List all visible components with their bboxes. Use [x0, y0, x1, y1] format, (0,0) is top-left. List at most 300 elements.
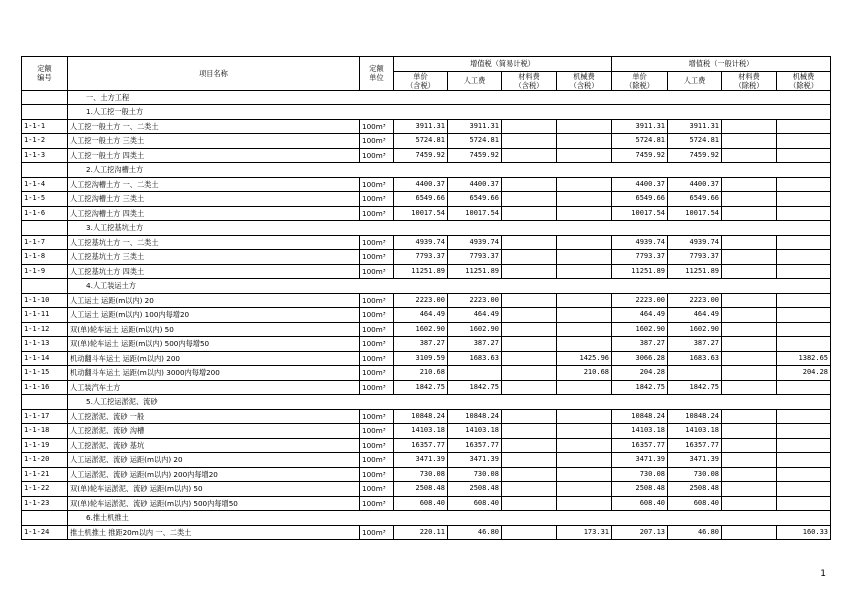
- item-unit: 100m³: [360, 482, 394, 497]
- value-cell: [777, 308, 831, 323]
- table-row: [22, 380, 831, 395]
- value-cell: 6549.66: [668, 192, 722, 207]
- value-cell: 3911.31: [612, 119, 668, 134]
- value-cell: 1683.63: [448, 351, 502, 366]
- value-cell: 387.27: [448, 337, 502, 352]
- value-cell: [502, 351, 557, 366]
- value-cell: 4400.37: [394, 177, 448, 192]
- value-cell: [722, 264, 777, 279]
- value-cell: [557, 453, 612, 468]
- section-title: 一、土方工程: [68, 90, 831, 105]
- table-row: [22, 192, 831, 207]
- item-unit: 100m³: [360, 134, 394, 149]
- value-cell: 464.49: [448, 308, 502, 323]
- item-unit: 100m³: [360, 192, 394, 207]
- group-title: 4.人工装运土方: [68, 279, 831, 294]
- item-unit: 100m³: [360, 235, 394, 250]
- quota-table: [21, 56, 831, 540]
- item-unit: 100m³: [360, 119, 394, 134]
- item-name: 人工挖基坑土方 一、二类土: [68, 235, 360, 250]
- value-cell: 160.33: [777, 525, 831, 540]
- value-cell: [777, 467, 831, 482]
- value-cell: [722, 409, 777, 424]
- table-row: [22, 496, 831, 511]
- value-cell: 4400.37: [668, 177, 722, 192]
- item-code: 1-1-9: [22, 264, 68, 279]
- item-unit: 100m³: [360, 351, 394, 366]
- value-cell: [557, 380, 612, 395]
- value-cell: [722, 525, 777, 540]
- group-row: [22, 221, 831, 236]
- value-cell: [502, 453, 557, 468]
- item-name: 人工挖一般土方 四类土: [68, 148, 360, 163]
- item-code: 1-1-12: [22, 322, 68, 337]
- item-unit: 100m³: [360, 337, 394, 352]
- value-cell: 173.31: [557, 525, 612, 540]
- value-cell: 2508.48: [448, 482, 502, 497]
- item-unit: 100m³: [360, 177, 394, 192]
- value-cell: 210.68: [557, 366, 612, 381]
- value-cell: [777, 148, 831, 163]
- table-row: [22, 424, 831, 439]
- value-cell: 16357.77: [612, 438, 668, 453]
- value-cell: [722, 177, 777, 192]
- value-cell: [502, 525, 557, 540]
- value-cell: 7793.37: [448, 250, 502, 265]
- group-title: 3.人工挖基坑土方: [68, 221, 831, 236]
- table-row: [22, 119, 831, 134]
- value-cell: [557, 438, 612, 453]
- value-cell: 1382.65: [777, 351, 831, 366]
- item-unit: 100m³: [360, 148, 394, 163]
- value-cell: [557, 134, 612, 149]
- item-unit: 100m³: [360, 453, 394, 468]
- value-cell: 1842.75: [394, 380, 448, 395]
- value-cell: 2508.48: [668, 482, 722, 497]
- value-cell: [502, 438, 557, 453]
- value-cell: 1842.75: [612, 380, 668, 395]
- value-cell: [722, 235, 777, 250]
- value-cell: [502, 308, 557, 323]
- value-cell: [557, 496, 612, 511]
- header-simple-unit-price: 单价 （含税）: [394, 71, 448, 90]
- value-cell: 10017.54: [448, 206, 502, 221]
- value-cell: 10017.54: [394, 206, 448, 221]
- item-code: 1-1-14: [22, 351, 68, 366]
- value-cell: [722, 424, 777, 439]
- item-name: 人工挖沟槽土方 三类土: [68, 192, 360, 207]
- value-cell: [722, 134, 777, 149]
- table-row: [22, 467, 831, 482]
- value-cell: 3911.31: [448, 119, 502, 134]
- value-cell: [722, 467, 777, 482]
- value-cell: [722, 119, 777, 134]
- value-cell: 16357.77: [448, 438, 502, 453]
- value-cell: 4939.74: [612, 235, 668, 250]
- value-cell: 46.80: [668, 525, 722, 540]
- empty-cell: [22, 163, 68, 178]
- value-cell: 3911.31: [668, 119, 722, 134]
- value-cell: [557, 177, 612, 192]
- value-cell: 11251.89: [612, 264, 668, 279]
- group-row: [22, 163, 831, 178]
- value-cell: [502, 250, 557, 265]
- header-general-tax: 增值税（一般计税）: [612, 57, 831, 72]
- item-name: 推土机推土 推距20m以内 一、二类土: [68, 525, 360, 540]
- value-cell: 10848.24: [612, 409, 668, 424]
- value-cell: [668, 366, 722, 381]
- value-cell: 608.40: [668, 496, 722, 511]
- item-code: 1-1-24: [22, 525, 68, 540]
- value-cell: [502, 467, 557, 482]
- value-cell: 2223.00: [612, 293, 668, 308]
- empty-cell: [22, 90, 68, 105]
- value-cell: 3471.39: [668, 453, 722, 468]
- value-cell: 3911.31: [394, 119, 448, 134]
- item-name: 人工挖基坑土方 三类土: [68, 250, 360, 265]
- value-cell: [777, 409, 831, 424]
- empty-cell: [22, 511, 68, 526]
- value-cell: [557, 293, 612, 308]
- item-unit: 100m³: [360, 293, 394, 308]
- value-cell: 387.27: [668, 337, 722, 352]
- value-cell: 1683.63: [668, 351, 722, 366]
- value-cell: 3471.39: [394, 453, 448, 468]
- value-cell: [502, 380, 557, 395]
- value-cell: [557, 206, 612, 221]
- header-general-machine: 机械费 （除税）: [777, 71, 831, 90]
- value-cell: [557, 424, 612, 439]
- header-general-labor: 人工费: [668, 71, 722, 90]
- value-cell: 7459.92: [668, 148, 722, 163]
- item-name: 人工挖一般土方 一、二类土: [68, 119, 360, 134]
- item-name: 人工运土 运距(m以内) 20: [68, 293, 360, 308]
- value-cell: 730.08: [394, 467, 448, 482]
- item-unit: 100m³: [360, 380, 394, 395]
- item-name: 双(单)轮车运土 运距(m以内) 500内每增50: [68, 337, 360, 352]
- value-cell: [777, 482, 831, 497]
- table-row: [22, 134, 831, 149]
- value-cell: 7459.92: [612, 148, 668, 163]
- value-cell: 4400.37: [612, 177, 668, 192]
- value-cell: [777, 192, 831, 207]
- table-body: [22, 90, 831, 540]
- value-cell: [502, 177, 557, 192]
- value-cell: [502, 206, 557, 221]
- header-simple-machine: 机械费 （含税）: [557, 71, 612, 90]
- item-code: 1-1-2: [22, 134, 68, 149]
- item-name: 人工挖基坑土方 四类土: [68, 264, 360, 279]
- value-cell: 16357.77: [668, 438, 722, 453]
- value-cell: [722, 496, 777, 511]
- header-simple-labor: 人工费: [448, 71, 502, 90]
- item-code: 1-1-4: [22, 177, 68, 192]
- value-cell: [777, 250, 831, 265]
- value-cell: [777, 337, 831, 352]
- value-cell: 7459.92: [448, 148, 502, 163]
- value-cell: [502, 134, 557, 149]
- value-cell: [722, 351, 777, 366]
- value-cell: [777, 134, 831, 149]
- value-cell: 2223.00: [448, 293, 502, 308]
- value-cell: [557, 192, 612, 207]
- value-cell: [502, 119, 557, 134]
- item-code: 1-1-3: [22, 148, 68, 163]
- item-name: 人工挖淤泥、流砂 沟槽: [68, 424, 360, 439]
- value-cell: [502, 192, 557, 207]
- value-cell: 5724.81: [612, 134, 668, 149]
- table-row: [22, 525, 831, 540]
- group-title: 6.推土机推土: [68, 511, 831, 526]
- value-cell: [777, 293, 831, 308]
- value-cell: 387.27: [394, 337, 448, 352]
- item-code: 1-1-23: [22, 496, 68, 511]
- table-row: [22, 453, 831, 468]
- value-cell: [502, 366, 557, 381]
- header-general-material: 材料费 （除税）: [722, 71, 777, 90]
- item-code: 1-1-16: [22, 380, 68, 395]
- value-cell: 207.13: [612, 525, 668, 540]
- table-header: [22, 57, 831, 91]
- value-cell: 10848.24: [448, 409, 502, 424]
- value-cell: [722, 148, 777, 163]
- value-cell: [557, 308, 612, 323]
- table-row: [22, 337, 831, 352]
- value-cell: [502, 293, 557, 308]
- value-cell: 464.49: [612, 308, 668, 323]
- group-row: [22, 511, 831, 526]
- value-cell: [448, 366, 502, 381]
- value-cell: [722, 192, 777, 207]
- value-cell: [502, 424, 557, 439]
- value-cell: 11251.89: [668, 264, 722, 279]
- value-cell: [777, 235, 831, 250]
- value-cell: 730.08: [612, 467, 668, 482]
- value-cell: [777, 206, 831, 221]
- value-cell: 1602.90: [668, 322, 722, 337]
- table-row: [22, 177, 831, 192]
- value-cell: 730.08: [668, 467, 722, 482]
- table-row: [22, 148, 831, 163]
- value-cell: 2508.48: [394, 482, 448, 497]
- header-name: 项目名称: [68, 57, 360, 91]
- value-cell: 1602.90: [448, 322, 502, 337]
- item-name: 人工运淤泥、流砂 运距(m以内) 200内每增20: [68, 467, 360, 482]
- item-name: 双(单)轮车运淤泥、流砂 运距(m以内) 50: [68, 482, 360, 497]
- table-row: [22, 206, 831, 221]
- value-cell: 6549.66: [612, 192, 668, 207]
- table-row: [22, 322, 831, 337]
- header-unit: 定额 单位: [360, 57, 394, 91]
- table-row: [22, 438, 831, 453]
- header-code: 定额 编号: [22, 57, 68, 91]
- item-name: 机动翻斗车运土 运距(m以内) 3000内每增200: [68, 366, 360, 381]
- value-cell: [722, 482, 777, 497]
- value-cell: [557, 482, 612, 497]
- value-cell: [502, 264, 557, 279]
- value-cell: [777, 264, 831, 279]
- value-cell: [557, 467, 612, 482]
- item-code: 1-1-11: [22, 308, 68, 323]
- header-simple-material: 材料费 （含税）: [502, 71, 557, 90]
- value-cell: [722, 293, 777, 308]
- item-code: 1-1-1: [22, 119, 68, 134]
- value-cell: 608.40: [394, 496, 448, 511]
- value-cell: 3066.28: [612, 351, 668, 366]
- value-cell: 11251.89: [448, 264, 502, 279]
- value-cell: [557, 119, 612, 134]
- item-unit: 100m³: [360, 525, 394, 540]
- item-unit: 100m³: [360, 496, 394, 511]
- item-unit: 100m³: [360, 264, 394, 279]
- value-cell: 464.49: [394, 308, 448, 323]
- table-row: [22, 250, 831, 265]
- value-cell: 3471.39: [612, 453, 668, 468]
- value-cell: 5724.81: [448, 134, 502, 149]
- value-cell: 7793.37: [668, 250, 722, 265]
- value-cell: 46.80: [448, 525, 502, 540]
- value-cell: 730.08: [448, 467, 502, 482]
- value-cell: 7793.37: [394, 250, 448, 265]
- value-cell: 10848.24: [394, 409, 448, 424]
- item-unit: 100m³: [360, 366, 394, 381]
- value-cell: 10017.54: [668, 206, 722, 221]
- value-cell: 1602.90: [612, 322, 668, 337]
- value-cell: 14103.18: [668, 424, 722, 439]
- value-cell: 220.11: [394, 525, 448, 540]
- group-row: [22, 105, 831, 120]
- group-row: [22, 279, 831, 294]
- value-cell: 6549.66: [394, 192, 448, 207]
- item-code: 1-1-15: [22, 366, 68, 381]
- item-unit: 100m³: [360, 308, 394, 323]
- value-cell: [722, 453, 777, 468]
- item-code: 1-1-8: [22, 250, 68, 265]
- value-cell: 1842.75: [668, 380, 722, 395]
- value-cell: [722, 250, 777, 265]
- table-row: [22, 264, 831, 279]
- empty-cell: [22, 395, 68, 410]
- item-code: 1-1-13: [22, 337, 68, 352]
- value-cell: 210.68: [394, 366, 448, 381]
- item-unit: 100m³: [360, 322, 394, 337]
- item-name: 人工挖淤泥、流砂 基坑: [68, 438, 360, 453]
- value-cell: [557, 148, 612, 163]
- value-cell: [502, 322, 557, 337]
- table-row: [22, 235, 831, 250]
- table-row: [22, 308, 831, 323]
- item-name: 人工装汽车土方: [68, 380, 360, 395]
- item-code: 1-1-7: [22, 235, 68, 250]
- item-unit: 100m³: [360, 250, 394, 265]
- item-unit: 100m³: [360, 424, 394, 439]
- value-cell: 204.28: [777, 366, 831, 381]
- value-cell: 2223.00: [668, 293, 722, 308]
- table-row: [22, 409, 831, 424]
- header-simple-tax: 增值税（简易计税）: [394, 57, 612, 72]
- item-code: 1-1-20: [22, 453, 68, 468]
- value-cell: 5724.81: [668, 134, 722, 149]
- value-cell: [777, 380, 831, 395]
- header-general-unit-price: 单价 （除税）: [612, 71, 668, 90]
- value-cell: 204.28: [612, 366, 668, 381]
- value-cell: 6549.66: [448, 192, 502, 207]
- table-row: [22, 351, 831, 366]
- value-cell: [777, 438, 831, 453]
- item-code: 1-1-19: [22, 438, 68, 453]
- group-title: 1.人工挖一般土方: [68, 105, 831, 120]
- value-cell: [722, 366, 777, 381]
- item-unit: 100m³: [360, 467, 394, 482]
- item-code: 1-1-17: [22, 409, 68, 424]
- value-cell: [557, 322, 612, 337]
- item-name: 双(单)轮车运淤泥、流砂 运距(m以内) 500内每增50: [68, 496, 360, 511]
- item-name: 双(单)轮车运土 运距(m以内) 50: [68, 322, 360, 337]
- value-cell: [722, 438, 777, 453]
- value-cell: 10848.24: [668, 409, 722, 424]
- table-row: [22, 366, 831, 381]
- value-cell: [722, 380, 777, 395]
- item-name: 人工运土 运距(m以内) 100内每增20: [68, 308, 360, 323]
- empty-cell: [22, 221, 68, 236]
- value-cell: 608.40: [448, 496, 502, 511]
- value-cell: [722, 308, 777, 323]
- table-row: [22, 482, 831, 497]
- value-cell: 1842.75: [448, 380, 502, 395]
- item-code: 1-1-10: [22, 293, 68, 308]
- value-cell: 14103.18: [394, 424, 448, 439]
- value-cell: 2223.00: [394, 293, 448, 308]
- group-title: 5.人工挖运淤泥、流砂: [68, 395, 831, 410]
- item-name: 机动翻斗车运土 运距(m以内) 200: [68, 351, 360, 366]
- item-name: 人工挖沟槽土方 一、二类土: [68, 177, 360, 192]
- value-cell: [502, 482, 557, 497]
- value-cell: 14103.18: [612, 424, 668, 439]
- value-cell: 14103.18: [448, 424, 502, 439]
- item-unit: 100m³: [360, 206, 394, 221]
- value-cell: 7793.37: [612, 250, 668, 265]
- item-name: 人工挖淤泥、流砂 一般: [68, 409, 360, 424]
- value-cell: 10017.54: [612, 206, 668, 221]
- group-title: 2.人工挖沟槽土方: [68, 163, 831, 178]
- value-cell: [502, 496, 557, 511]
- item-unit: 100m³: [360, 438, 394, 453]
- empty-cell: [22, 105, 68, 120]
- value-cell: [557, 409, 612, 424]
- value-cell: 16357.77: [394, 438, 448, 453]
- value-cell: [777, 119, 831, 134]
- table-row: [22, 293, 831, 308]
- value-cell: 3471.39: [448, 453, 502, 468]
- value-cell: [722, 322, 777, 337]
- group-row: [22, 395, 831, 410]
- value-cell: 5724.81: [394, 134, 448, 149]
- value-cell: 1425.96: [557, 351, 612, 366]
- value-cell: [722, 337, 777, 352]
- value-cell: 1602.90: [394, 322, 448, 337]
- value-cell: 2508.48: [612, 482, 668, 497]
- item-code: 1-1-22: [22, 482, 68, 497]
- item-name: 人工挖一般土方 三类土: [68, 134, 360, 149]
- value-cell: [557, 235, 612, 250]
- value-cell: 608.40: [612, 496, 668, 511]
- value-cell: 4400.37: [448, 177, 502, 192]
- item-code: 1-1-6: [22, 206, 68, 221]
- value-cell: 464.49: [668, 308, 722, 323]
- value-cell: [557, 264, 612, 279]
- value-cell: 4939.74: [448, 235, 502, 250]
- value-cell: [722, 206, 777, 221]
